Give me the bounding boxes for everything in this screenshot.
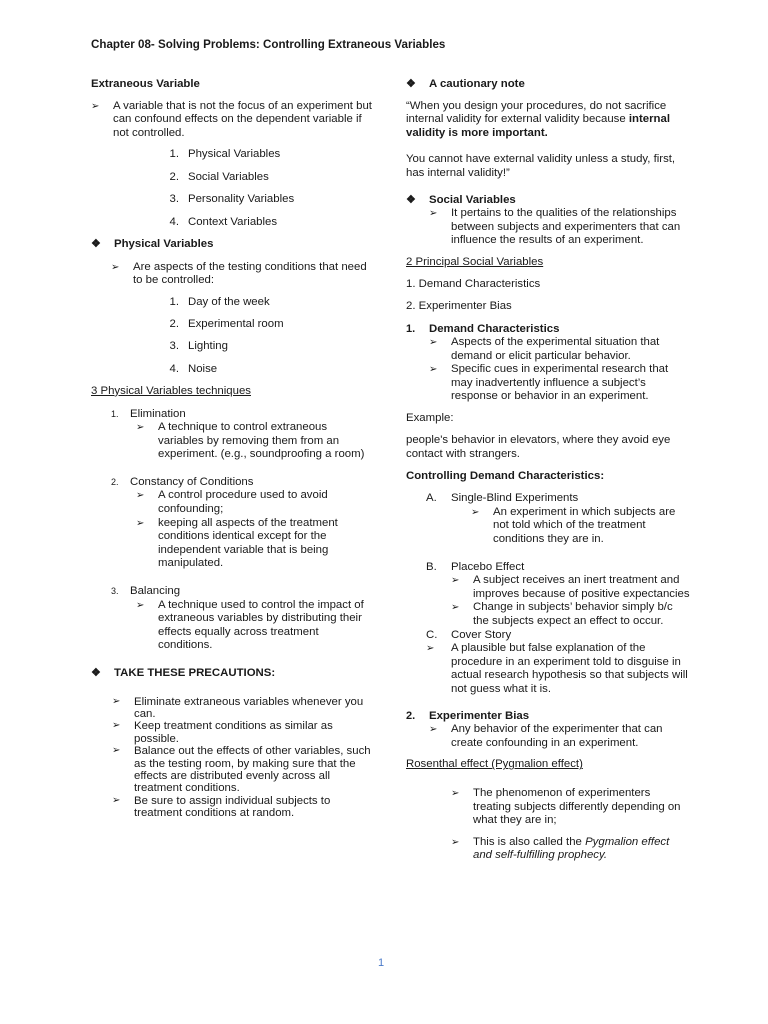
heading-text: Demand Characteristics (429, 322, 560, 335)
list-item (153, 363, 373, 385)
physical-variables-heading (91, 238, 373, 252)
cautionary-quote-2: You cannot have external validity unless a study, first, has internal validity!” (406, 153, 676, 179)
bullet-text: A plausible but false explanation of the procedure in an experiment told to disguise in actual research hypothesis so that subjects will not guess what it is. (451, 642, 688, 695)
bullet-text: Any behavior of the experimenter that can create confounding in an experiment. (451, 723, 663, 749)
list-text: Noise (188, 362, 218, 375)
precautions-heading (91, 667, 373, 681)
bullet-text-italic: Pygmalion effect and self-fulfilling prophecy. (473, 835, 670, 862)
list-text: Balancing (130, 585, 181, 598)
arrow-bullet-icon: ➢ (429, 364, 438, 376)
bullet-text: Be sure to assign individual subjects to treatment conditions at random. (134, 794, 331, 820)
list-number: 1. (111, 408, 119, 419)
bullet-item (426, 642, 691, 696)
arrow-bullet-icon: ➢ (112, 794, 121, 806)
social-variables-heading (406, 194, 691, 208)
page-title: Chapter 08- Solving Problems: Controlling Extraneous Variables (91, 38, 446, 51)
quote-emphasis: internal validity is more important. (406, 113, 671, 139)
bullet-text: The phenomenon of experimenters treating subjects differently depending on what they are in; (473, 786, 681, 827)
precaution-item (112, 696, 373, 721)
bullet-text: Specific cues in experimental research that may inadvertently influence a subject’s response or behavior in an experiment. (451, 363, 669, 403)
technique-bullet (111, 599, 373, 653)
diamond-bullet-icon: ❖ (406, 78, 416, 90)
arrow-bullet-icon: ➢ (451, 602, 460, 614)
list-letter: B. (426, 560, 437, 573)
list-text: Single-Blind Experiments (451, 492, 579, 505)
arrow-bullet-icon: ➢ (112, 745, 121, 757)
bullet-text: Balance out the effects of other variables, such as the testing room, by making sure that the effects are distributed evenly across all treatment conditions. (134, 745, 371, 795)
experimenter-bias-heading (406, 710, 691, 724)
extraneous-variable-heading: Extraneous Variable (91, 78, 200, 90)
arrow-bullet-icon: ➢ (426, 643, 435, 655)
principal-social-variable-item: 2. Experimenter Bias (406, 300, 512, 313)
precautions-list (91, 696, 373, 820)
arrow-bullet-icon: ➢ (91, 100, 100, 112)
definition-text: A variable that is not the focus of an experiment but can confound effects on the dependent variable if not controlled. (113, 99, 372, 139)
arrow-bullet-icon: ➢ (136, 517, 145, 529)
diamond-bullet-icon: ❖ (91, 237, 101, 250)
bullet-text-plain: This is also called the (473, 835, 586, 848)
bullet-item (429, 363, 691, 404)
list-text: Experimental room (188, 318, 284, 331)
principal-social-variables-heading: 2 Principal Social Variables (406, 255, 544, 268)
list-item (153, 340, 373, 362)
list-number: 3. (169, 340, 179, 353)
list-item (153, 216, 373, 238)
extraneous-variable-definition (91, 100, 373, 141)
bullet-text (473, 836, 691, 863)
bullet-item (406, 787, 691, 828)
list-number: 2. (169, 318, 179, 331)
arrow-bullet-icon: ➢ (471, 506, 480, 518)
cautionary-note-heading (406, 78, 691, 92)
arrow-bullet-icon: ➢ (136, 490, 145, 502)
list-letter: A. (426, 492, 437, 505)
right-column (406, 78, 691, 863)
bullet-item (406, 836, 691, 863)
page-number: 1 (378, 957, 385, 969)
list-text: Lighting (188, 340, 228, 353)
list-number: 2. (169, 170, 179, 183)
list-number: 4. (169, 362, 179, 375)
list-item (153, 193, 373, 215)
bullet-text: A technique to control extraneous variables by removing them from an experiment. (e.g., soundproofing a room) (158, 421, 365, 461)
precaution-item (112, 745, 373, 795)
bullet-item (406, 723, 691, 750)
principal-social-variable-item: 1. Demand Characteristics (406, 278, 541, 291)
demand-characteristics-bullets (406, 336, 691, 404)
technique-title (111, 408, 373, 422)
arrow-bullet-icon: ➢ (112, 695, 121, 707)
example-text: people's behavior in elevators, where they avoid eye contact with strangers. (406, 434, 671, 460)
arrow-bullet-icon: ➢ (429, 337, 438, 349)
list-item (153, 148, 373, 170)
list-number: 1. (169, 148, 179, 161)
controlling-demand-heading: Controlling Demand Characteristics: (406, 470, 605, 483)
bullet-text: Aspects of the experimental situation that demand or elicit particular behavior. (451, 336, 660, 362)
diamond-bullet-icon: ❖ (406, 193, 416, 206)
technique-item (111, 408, 373, 462)
technique-title (111, 476, 373, 490)
demand-characteristics-heading (406, 323, 691, 337)
list-item (426, 492, 691, 506)
definition-text: It pertains to the qualities of the relationships between subjects and experimenters that can influence the results of an experiment. (451, 207, 681, 247)
bullet-text: An experiment in which subjects are not told which of the treatment conditions they are in. (493, 505, 676, 545)
bullet-text: A control procedure used to avoid confounding; (158, 489, 328, 516)
technique-title (111, 585, 373, 599)
heading-text: Social Variables (429, 193, 516, 206)
list-item (153, 296, 373, 318)
section-number: 1. (406, 322, 416, 335)
list-number: 4. (169, 215, 179, 228)
arrow-bullet-icon: ➢ (429, 724, 438, 736)
arrow-bullet-icon: ➢ (429, 208, 438, 220)
list-item (426, 561, 691, 575)
bullet-text: Keep treatment conditions as similar as possible. (134, 720, 333, 745)
physical-variables-definition (91, 261, 373, 288)
quote-text: “When you design your procedures, do not sacrifice internal validity for external validity because (406, 99, 667, 126)
heading-text: TAKE THESE PRECAUTIONS: (114, 667, 276, 679)
section-number: 2. (406, 709, 416, 722)
bullet-text: A technique used to control the impact of extraneous variables by distributing their effects equally across treatment conditions. (158, 598, 364, 652)
arrow-bullet-icon: ➢ (112, 720, 121, 732)
list-text: Personality Variables (188, 193, 295, 206)
list-text: Placebo Effect (451, 560, 525, 573)
bullet-text: Eliminate extraneous variables whenever you can. (134, 695, 364, 720)
list-number: 3. (111, 586, 119, 597)
list-item (153, 318, 373, 340)
controlling-demand-list (406, 492, 691, 696)
technique-bullet (111, 517, 373, 571)
techniques-list (91, 408, 373, 654)
bullet-text: Change in subjects’ behavior simply b/c the subjects expect an effect to occur. (473, 601, 673, 627)
arrow-bullet-icon: ➢ (111, 261, 120, 273)
technique-bullet (111, 421, 373, 462)
list-number: 2. (111, 476, 119, 487)
list-letter: C. (426, 628, 438, 641)
list-text: Constancy of Conditions (130, 475, 254, 488)
list-text: Physical Variables (188, 148, 281, 161)
list-text: Cover Story (451, 628, 512, 641)
arrow-bullet-icon: ➢ (136, 599, 145, 611)
physical-variables-list (91, 296, 373, 385)
precaution-item (112, 795, 373, 820)
bullet-text: A subject receives an inert treatment and improves because of positive expectancies (473, 574, 690, 600)
list-text: Social Variables (188, 170, 269, 183)
list-item (153, 171, 373, 193)
arrow-bullet-icon: ➢ (451, 575, 460, 587)
diamond-bullet-icon: ❖ (91, 667, 101, 679)
list-text: Elimination (130, 407, 186, 420)
arrow-bullet-icon: ➢ (136, 422, 145, 434)
technique-item (111, 585, 373, 653)
social-variables-definition (406, 207, 691, 248)
list-item (426, 629, 691, 643)
left-column (91, 78, 373, 820)
bullet-item (429, 336, 691, 363)
techniques-heading: 3 Physical Variables techniques (91, 384, 251, 397)
technique-bullet (111, 489, 373, 516)
list-number: 1. (169, 295, 179, 308)
list-number: 3. (169, 193, 179, 206)
arrow-bullet-icon: ➢ (451, 787, 460, 799)
arrow-bullet-icon: ➢ (451, 836, 460, 848)
bullet-item (426, 506, 691, 547)
extraneous-variable-list (91, 148, 373, 238)
definition-text: Are aspects of the testing conditions that need to be controlled: (133, 260, 367, 287)
bullet-item (426, 574, 691, 601)
list-text: Day of the week (188, 295, 270, 308)
heading-text: A cautionary note (429, 78, 525, 90)
heading-text: Physical Variables (114, 237, 214, 250)
rosenthal-effect-heading: Rosenthal effect (Pygmalion effect) (406, 758, 583, 771)
example-label: Example: (406, 412, 454, 425)
bullet-text: keeping all aspects of the treatment conditions identical except for the independent variable that is being manipulated. (158, 516, 338, 570)
cautionary-quote (406, 100, 691, 141)
list-text: Context Variables (188, 215, 278, 228)
heading-text: Experimenter Bias (429, 709, 530, 722)
precaution-item (112, 720, 373, 745)
technique-item (111, 476, 373, 571)
bullet-item (426, 601, 691, 628)
